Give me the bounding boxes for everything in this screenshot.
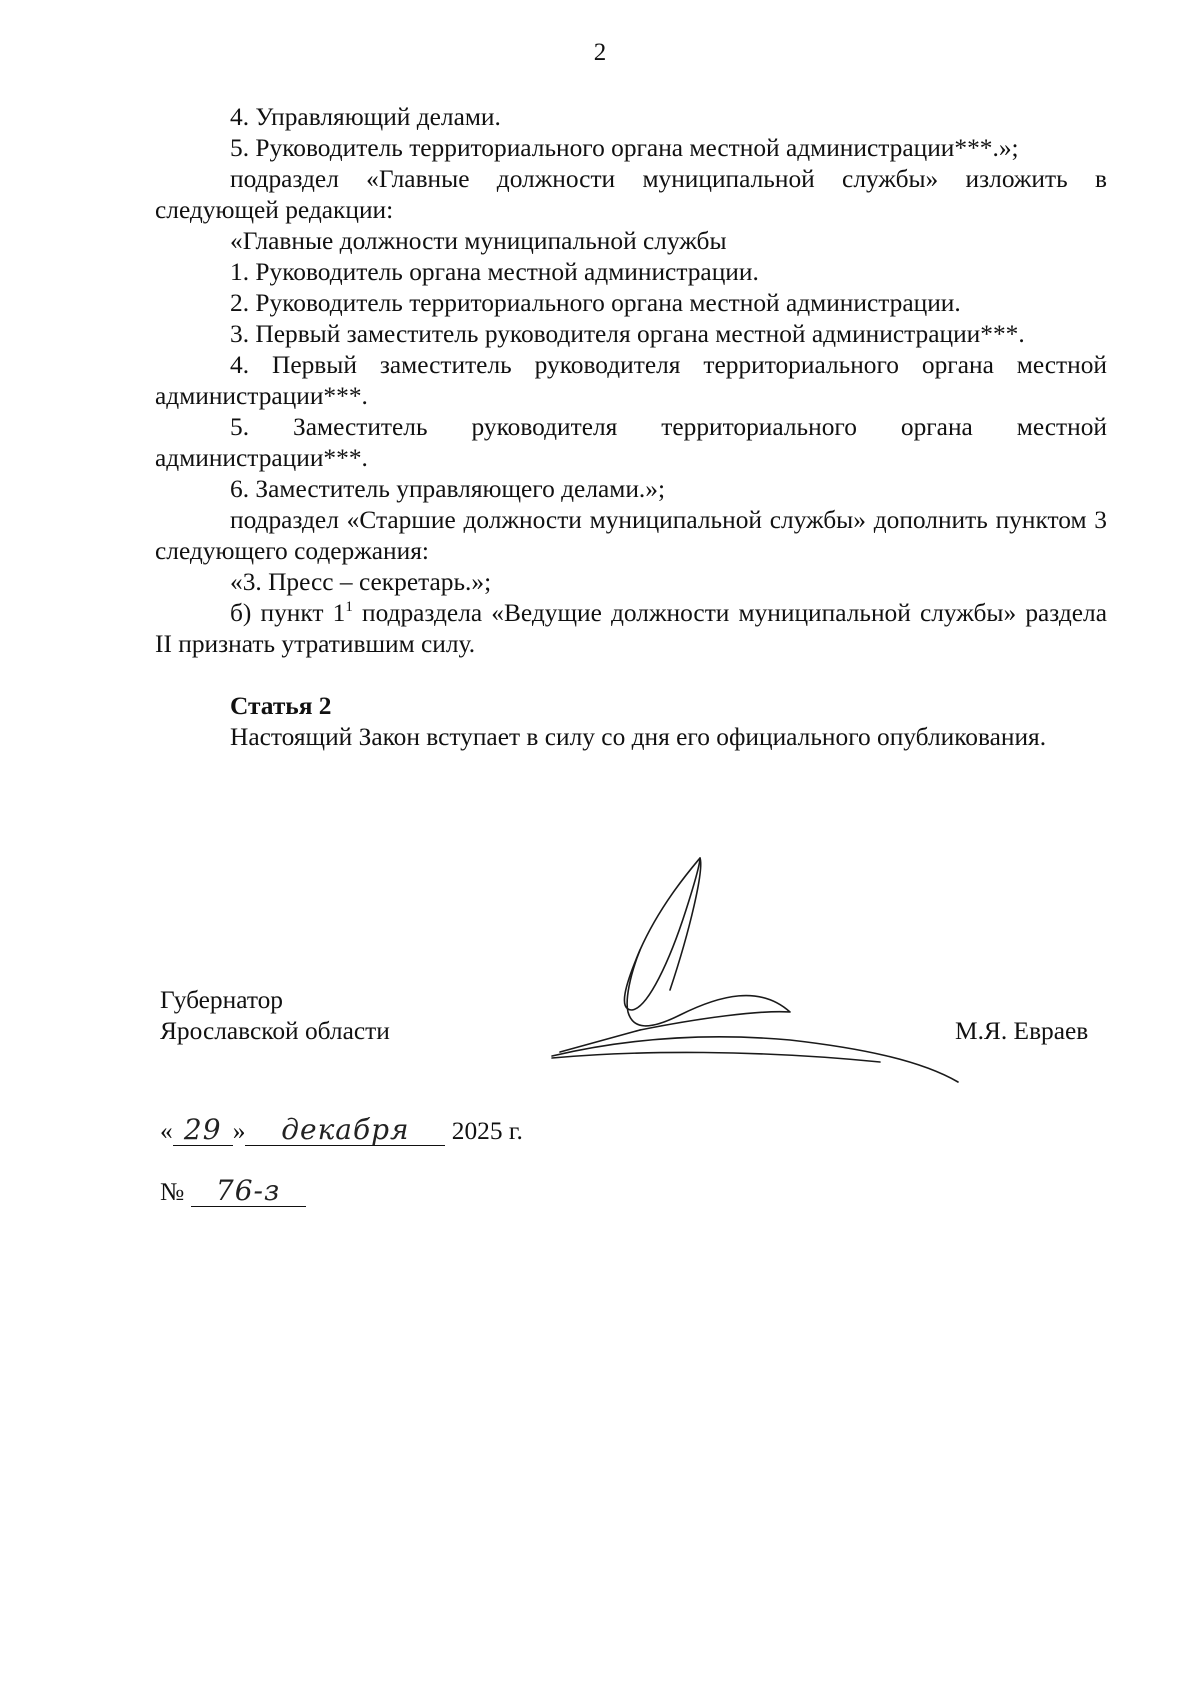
paragraph: подраздел «Главные должности муниципальной службы» изложить в следующей редакции: (155, 165, 1107, 224)
number-value: 76-з (191, 1176, 306, 1207)
article-heading: Статья 2 (230, 692, 332, 720)
paragraph: 2. Руководитель территориального органа местной администрации. (230, 289, 961, 317)
paragraph: 3. Первый заместитель руководителя органа местной администрации***. (230, 320, 1025, 348)
date-open-quote: « (160, 1117, 173, 1145)
paragraph: 4. Управляющий делами. (230, 103, 501, 131)
clause-b-after: подраздела «Ведущие должности муниципальной службы» раздела II признать утратившим силу. (155, 599, 1107, 658)
date-day: 29 (173, 1115, 233, 1146)
paragraph: 6. Заместитель управляющего делами.»; (230, 475, 666, 503)
signer-position-line: Губернатор (160, 986, 283, 1014)
date-close-quote: » (232, 1117, 246, 1145)
paragraph: 4. Первый заместитель руководителя территориального органа местной администрации***. (155, 351, 1107, 410)
clause-b-superscript: 1 (345, 599, 353, 615)
clause-b (155, 598, 1107, 660)
signer-name: М.Я. Евраев (955, 1017, 1089, 1045)
date-year: 2025 г. (451, 1117, 523, 1145)
document-body (155, 102, 1107, 753)
clause-b-before: б) пункт 1 (230, 599, 346, 627)
paragraph: 5. Заместитель руководителя территориального органа местной администрации***. (155, 413, 1107, 472)
paragraph: 5. Руководитель территориального органа местной администрации***.»; (230, 134, 1019, 162)
paragraph: 1. Руководитель органа местной администрации. (230, 258, 759, 286)
signer-position-line: Ярославской области (160, 1017, 390, 1045)
article-text: Настоящий Закон вступает в силу со дня его официального опубликования. (230, 723, 1047, 751)
number-label: № (160, 1178, 185, 1206)
paragraph: подраздел «Старшие должности муниципальной службы» дополнить пунктом 3 следующего содержания: (155, 506, 1107, 565)
date-month: декабря (245, 1115, 445, 1146)
date-line (160, 1114, 523, 1148)
paragraph: «3. Пресс – секретарь.»; (230, 568, 492, 596)
page-number: 2 (593, 39, 607, 66)
signer-position (160, 985, 390, 1047)
number-line (160, 1175, 306, 1209)
paragraph: «Главные должности муниципальной службы (230, 227, 727, 255)
